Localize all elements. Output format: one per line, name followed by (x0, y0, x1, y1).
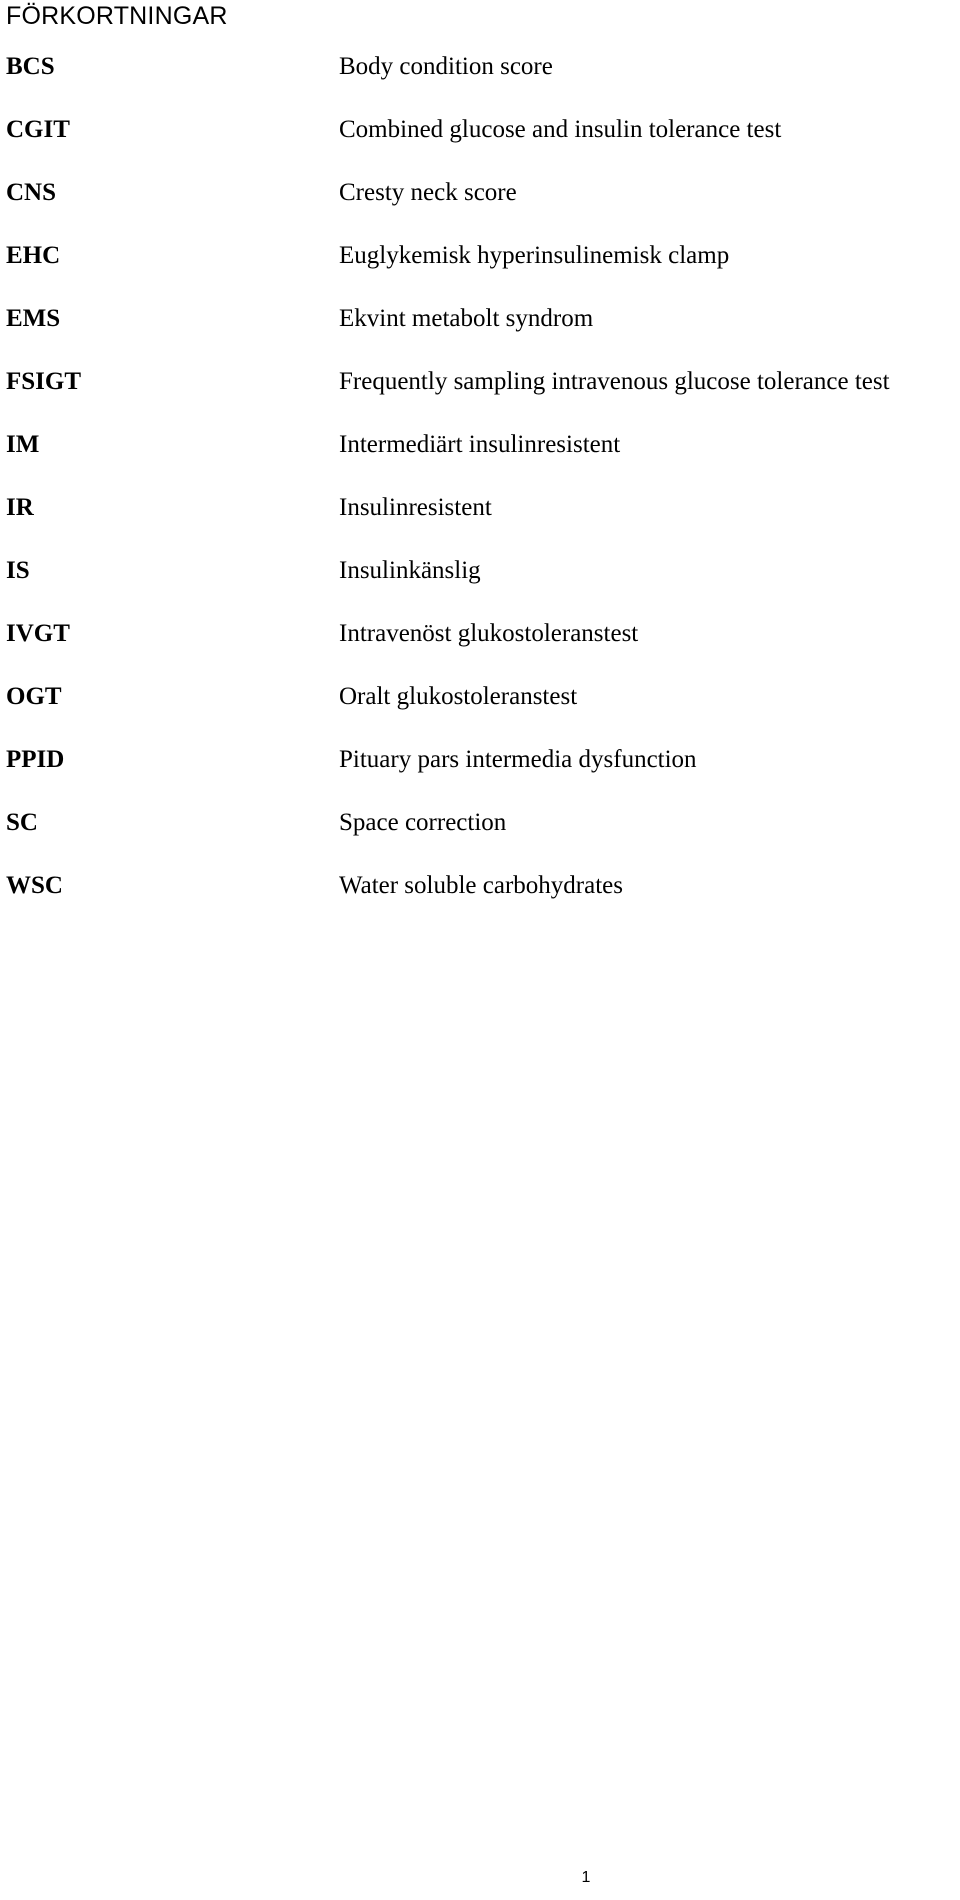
abbreviation-definition: Ekvint metabolt syndrom (339, 305, 594, 332)
abbreviation-definition: Body condition score (339, 53, 553, 80)
abbreviation-term: WSC (6, 872, 63, 899)
list-item (6, 303, 946, 366)
abbreviation-list (6, 51, 946, 933)
abbreviation-term: CGIT (6, 116, 70, 143)
list-item (6, 51, 946, 114)
list-item (6, 366, 946, 429)
abbreviation-term: CNS (6, 179, 57, 206)
list-item (6, 429, 946, 492)
page-number: 1 (581, 1869, 591, 1886)
abbreviation-definition: Pituary pars intermedia dysfunction (339, 746, 697, 773)
list-item (6, 807, 946, 870)
page-title: FÖRKORTNINGAR (6, 2, 228, 30)
abbreviation-term: EMS (6, 305, 61, 332)
list-item (6, 555, 946, 618)
abbreviation-term: SC (6, 809, 38, 836)
list-item (6, 177, 946, 240)
list-item (6, 618, 946, 681)
abbreviation-term: BCS (6, 53, 55, 80)
abbreviation-definition: Insulinkänslig (339, 557, 481, 584)
abbreviation-definition: Frequently sampling intravenous glucose tolerance test (339, 368, 890, 395)
abbreviation-term: OGT (6, 683, 62, 710)
list-item (6, 681, 946, 744)
abbreviation-term: IVGT (6, 620, 70, 647)
abbreviation-definition: Intravenöst glukostoleranstest (339, 620, 639, 647)
list-item (6, 870, 946, 933)
abbreviation-term: IS (6, 557, 30, 584)
abbreviation-definition: Water soluble carbohydrates (339, 872, 623, 899)
abbreviation-term: EHC (6, 242, 61, 269)
abbreviation-definition: Combined glucose and insulin tolerance test (339, 116, 782, 143)
abbreviation-definition: Intermediärt insulinresistent (339, 431, 621, 458)
list-item (6, 492, 946, 555)
abbreviation-definition: Euglykemisk hyperinsulinemisk clamp (339, 242, 730, 269)
abbreviation-term: IR (6, 494, 34, 521)
abbreviation-definition: Cresty neck score (339, 179, 517, 206)
abbreviation-definition: Insulinresistent (339, 494, 492, 521)
list-item (6, 114, 946, 177)
list-item (6, 744, 946, 807)
list-item (6, 240, 946, 303)
abbreviation-definition: Space correction (339, 809, 507, 836)
abbreviation-definition: Oralt glukostoleranstest (339, 683, 578, 710)
abbreviation-term: PPID (6, 746, 65, 773)
abbreviation-term: FSIGT (6, 368, 82, 395)
abbreviation-term: IM (6, 431, 40, 458)
